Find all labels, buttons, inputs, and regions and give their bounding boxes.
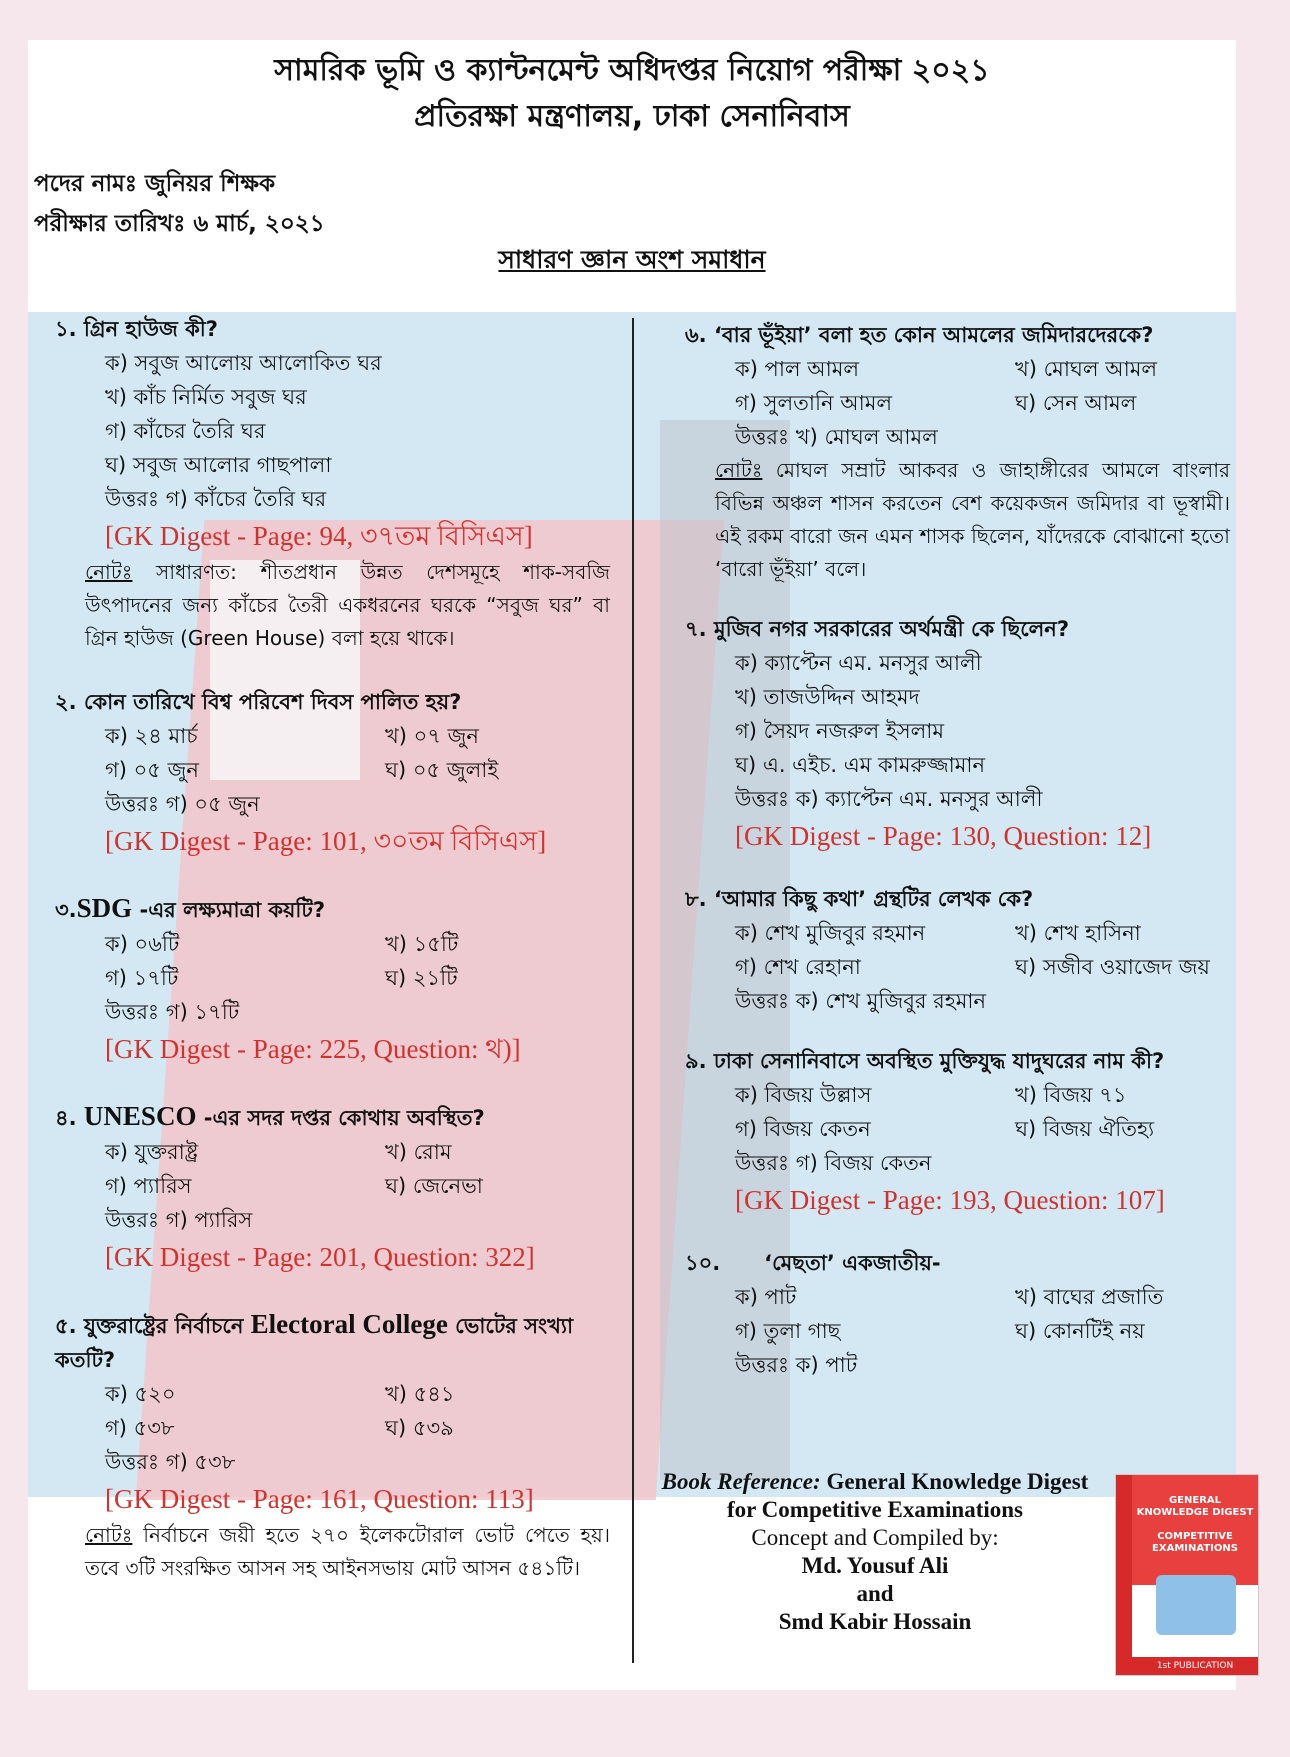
options	[55, 1135, 610, 1203]
option-a: ক) ৫২০	[105, 1382, 176, 1406]
option-b: খ) রোম	[385, 1140, 452, 1164]
compiled-by: Concept and Compiled by:	[751, 1525, 999, 1550]
options	[685, 916, 1230, 984]
answer: উত্তরঃ গ) ০৫ জুন	[105, 792, 260, 816]
book-cover-image	[1115, 1474, 1259, 1676]
cover-illustration	[1156, 1575, 1236, 1635]
option-d: ঘ) সেন আমল	[1015, 391, 1137, 415]
and-text: and	[856, 1581, 894, 1606]
answer: উত্তরঃ গ) কাঁচের তৈরি ঘর	[105, 487, 327, 511]
option-a: ক) পাল আমল	[735, 357, 860, 381]
answer: উত্তরঃ গ) প্যারিস	[105, 1208, 253, 1232]
option-b: খ) ৫৪১	[385, 1382, 455, 1406]
option-b: খ) বিজয় ৭১	[1015, 1083, 1127, 1107]
cover-publisher: 1st PUBLICATION	[1132, 1657, 1258, 1675]
option-d: ঘ) জেনেভা	[385, 1174, 483, 1198]
exam-subtitle: প্রতিরক্ষা মন্ত্রণালয়, ঢাকা সেনানিবাস	[414, 99, 850, 134]
option-a: ক) শেখ মুজিবুর রহমান	[735, 921, 926, 945]
question-7	[685, 612, 1230, 856]
answer: উত্তরঃ গ) বিজয় কেতন	[735, 1151, 932, 1175]
answer: উত্তরঃ গ) ১৭টি	[105, 1000, 240, 1024]
answer: উত্তরঃ ক) শেখ মুজিবুর রহমান	[735, 989, 987, 1013]
option-c: গ) সুলতানি আমল	[735, 391, 893, 415]
option-c: গ) ০৫ জুন	[105, 758, 199, 782]
option-d: ঘ) ৫৩৯	[385, 1416, 454, 1440]
cover-spine	[1116, 1475, 1132, 1675]
question-5	[55, 1307, 610, 1585]
option-a: ক) পাট	[735, 1285, 797, 1309]
option-a: ক) ০৬টি	[105, 932, 180, 956]
question-text: ১০. ‘মেছতা’ একজাতীয়-	[685, 1251, 941, 1275]
section-title: সাধারণ জ্ঞান অংশ সমাধান	[498, 245, 766, 274]
note: নোটঃ সাধারণত: শীতপ্রধান উন্নত দেশসমূহে শাক-সবজি উৎপাদনের জন্য কাঁচের তৈরী একধরনের ঘরকে “সবুজ ঘর” বা গ্রিন হাউজ (Green House) বলা হয়ে থাকে।	[85, 560, 610, 650]
option-a: ক) বিজয় উল্লাস	[735, 1083, 872, 1107]
option-a: ক) ২৪ মার্চ	[105, 724, 198, 748]
exam-date: পরীক্ষার তারিখঃ ৬ মার্চ, ২০২১	[34, 211, 325, 237]
question-8	[685, 882, 1230, 1018]
options	[55, 719, 610, 787]
reference: [GK Digest - Page: 101, ৩০তম বিসিএস]	[105, 826, 547, 856]
reference: [GK Digest - Page: 161, Question: 113]	[105, 1484, 534, 1514]
note: নোটঃ নির্বাচনে জয়ী হতে ২৭০ ইলেকটোরাল ভোট পেতে হয়। তবে ৩টি সংরক্ষিত আসন সহ আইনসভায় মোট আসন ৫৪১টি।	[85, 1523, 610, 1580]
option-a: ক) সবুজ আলোয় আলোকিত ঘর	[105, 351, 382, 375]
option-a: ক) যুক্তরাষ্ট্র	[105, 1140, 199, 1164]
question-text: ১. গ্রিন হাউজ কী?	[55, 317, 218, 341]
reference: [GK Digest - Page: 94, ৩৭তম বিসিএস]	[105, 521, 533, 551]
cover-title: GENERAL KNOWLEDGE DIGEST COMPETITIVE EXAMINATIONS	[1132, 1475, 1258, 1585]
author-1: Md. Yousuf Ali	[801, 1553, 949, 1578]
question-2	[55, 685, 610, 861]
right-column	[685, 318, 1230, 1382]
options	[685, 1078, 1230, 1146]
option-b: খ) শেখ হাসিনা	[1015, 921, 1141, 945]
option-d: ঘ) এ. এইচ. এম কামরুজ্জামান	[735, 753, 986, 777]
option-b: খ) মোঘল আমল	[1015, 357, 1158, 381]
option-c: গ) বিজয় কেতন	[735, 1117, 871, 1141]
question-4	[55, 1099, 610, 1277]
note-label: নোটঃ	[715, 458, 763, 482]
answer: উত্তরঃ ক) ক্যাপ্টেন এম. মনসুর আলী	[735, 787, 1043, 811]
option-c: গ) সৈয়দ নজরুল ইসলাম	[735, 719, 945, 743]
question-text: ৪. UNESCO -এর সদর দপ্তর কোথায় অবস্থিত?	[55, 1101, 485, 1131]
note-label: নোটঃ	[85, 560, 133, 584]
author-2: Smd Kabir Hossain	[778, 1609, 972, 1634]
answer: উত্তরঃ ক) পাট	[735, 1353, 858, 1377]
question-text: ৭. মুজিব নগর সরকারের অর্থমন্ত্রী কে ছিলেন?	[685, 617, 1070, 641]
option-d: ঘ) সবুজ আলোর গাছপালা	[105, 453, 332, 477]
reference: [GK Digest - Page: 193, Question: 107]	[735, 1185, 1165, 1215]
post-name: পদের নামঃ জুনিয়র শিক্ষক	[34, 171, 276, 197]
reference: [GK Digest - Page: 130, Question: 12]	[735, 821, 1152, 851]
option-d: ঘ) কোনটিই নয়	[1015, 1319, 1145, 1343]
question-1	[55, 312, 610, 655]
option-b: খ) তাজউদ্দিন আহমদ	[735, 685, 920, 709]
question-text: ৮. ‘আমার কিছু কথা’ গ্রন্থটির লেখক কে?	[685, 887, 1034, 911]
options	[55, 1377, 610, 1445]
question-text: ৫. যুক্তরাষ্ট্রের নির্বাচনে Electoral College ভোটের সংখ্যা কতটি?	[55, 1309, 574, 1372]
note: নোটঃ মোঘল সম্রাট আকবর ও জাহাঙ্গীরের আমলে বাংলার বিভিন্ন অঞ্চল শাসন করতেন বেশ কয়েকজন জমিদার বা ভূস্বামী। এই রকম বারো জন এমন শাসক ছিলেন, যাঁদেরকে বোঝানো হতো ‘বারো ভূঁইয়া’ বলে।	[715, 458, 1230, 581]
option-d: ঘ) সজীব ওয়াজেদ জয়	[1015, 955, 1210, 979]
option-a: ক) ক্যাপ্টেন এম. মনসুর আলী	[735, 651, 982, 675]
option-c: গ) প্যারিস	[105, 1174, 192, 1198]
question-text: ৯. ঢাকা সেনানিবাসে অবস্থিত মুক্তিযুদ্ধ যাদুঘরের নাম কী?	[685, 1049, 1165, 1073]
reference: [GK Digest - Page: 225, Question: থ)]	[105, 1034, 521, 1064]
question-6	[685, 318, 1230, 586]
question-3	[55, 891, 610, 1069]
option-b: খ) ০৭ জুন	[385, 724, 479, 748]
answer: উত্তরঃ গ) ৫৩৮	[105, 1450, 236, 1474]
option-d: ঘ) বিজয় ঐতিহ্য	[1015, 1117, 1155, 1141]
option-b: খ) কাঁচ নির্মিত সবুজ ঘর	[105, 385, 307, 409]
question-text: ২. কোন তারিখে বিশ্ব পরিবেশ দিবস পালিত হয়?	[55, 690, 462, 714]
options	[685, 352, 1230, 420]
option-c: গ) ১৭টি	[105, 966, 179, 990]
question-text: ৩.SDG -এর লক্ষ্যমাত্রা কয়টি?	[55, 893, 326, 923]
reference: [GK Digest - Page: 201, Question: 322]	[105, 1242, 535, 1272]
book-title-line2: for Competitive Examinations	[726, 1497, 1023, 1522]
question-text: ৬. ‘বার ভূঁইয়া’ বলা হত কোন আমলের জমিদারদেরকে?	[685, 323, 1154, 347]
book-title: Book Reference: General Knowledge Digest	[661, 1469, 1089, 1494]
left-column	[55, 312, 610, 1585]
option-c: গ) কাঁচের তৈরি ঘর	[105, 419, 266, 443]
exam-title: সামরিক ভূমি ও ক্যান্টনমেন্ট অধিদপ্তর নিয়োগ পরীক্ষা ২০২১	[274, 53, 990, 88]
note-label: নোটঃ	[85, 1523, 133, 1547]
option-b: খ) বাঘের প্রজাতি	[1015, 1285, 1164, 1309]
option-c: গ) ৫৩৮	[105, 1416, 175, 1440]
option-b: খ) ১৫টি	[385, 932, 459, 956]
question-10	[685, 1246, 1230, 1382]
question-9	[685, 1044, 1230, 1220]
options	[55, 927, 610, 995]
options	[685, 1280, 1230, 1348]
option-c: গ) শেখ রেহানা	[735, 955, 861, 979]
option-d: ঘ) ০৫ জুলাই	[385, 758, 499, 782]
book-reference	[640, 1468, 1110, 1636]
option-c: গ) তুলা গাছ	[735, 1319, 841, 1343]
option-d: ঘ) ২১টি	[385, 966, 458, 990]
answer: উত্তরঃ খ) মোঘল আমল	[735, 425, 938, 449]
